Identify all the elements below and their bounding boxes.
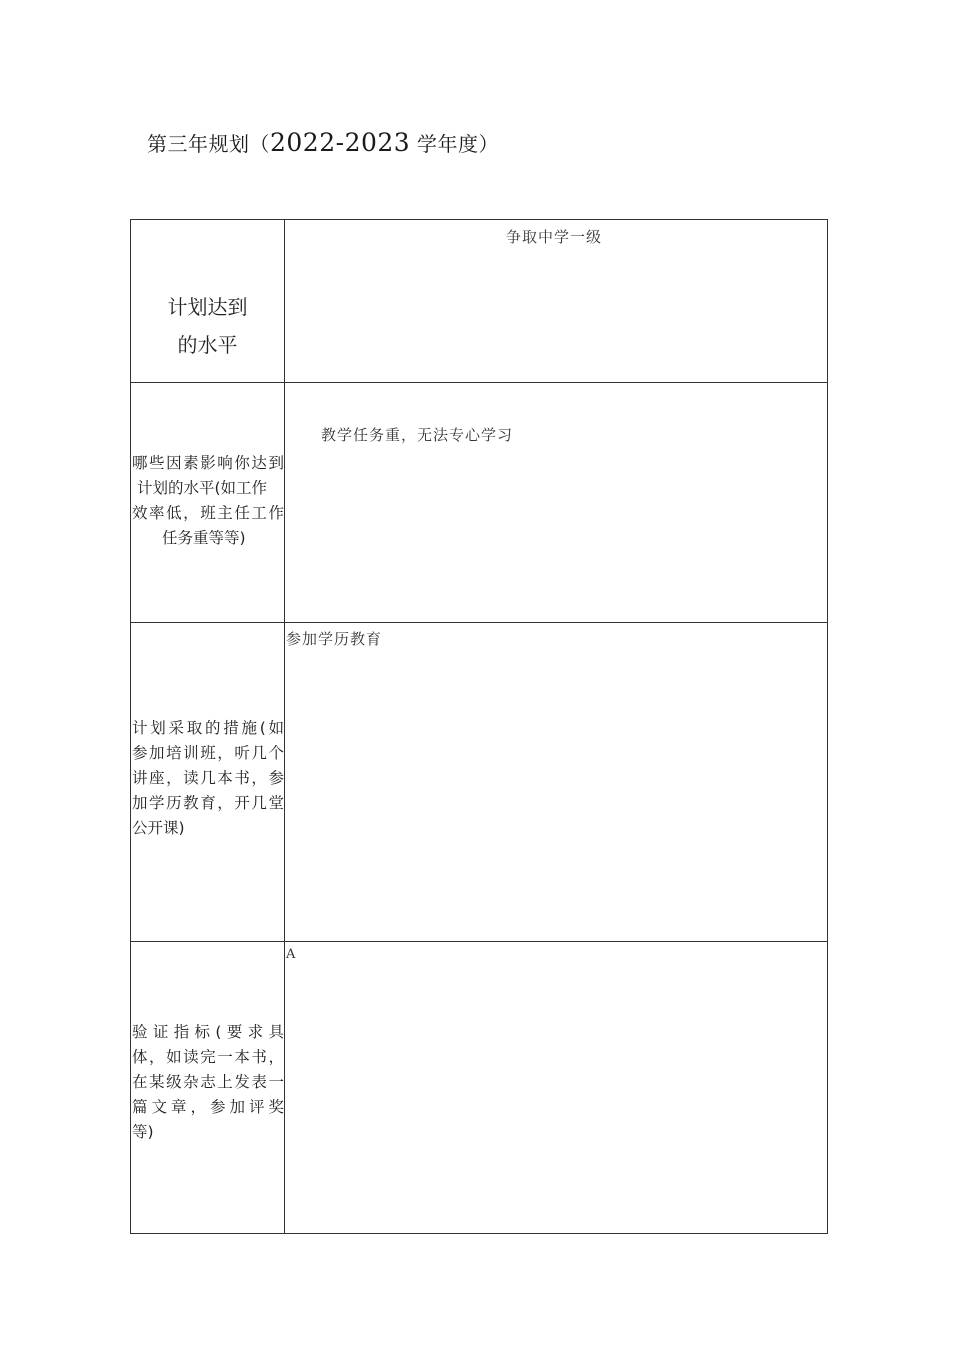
page-title: [147, 128, 499, 157]
row-content: 参加学历教育: [286, 630, 383, 648]
content-cell-influencing-factors[interactable]: [285, 383, 828, 623]
row-label: [132, 716, 284, 841]
label-line: 参加培训班，听几个: [132, 744, 284, 762]
label-cell-target-level: [131, 220, 285, 383]
row-label: [131, 288, 284, 364]
content-cell-measures[interactable]: [285, 623, 828, 942]
row-label: [132, 451, 284, 551]
row-label: [132, 1020, 284, 1145]
table-row: [131, 220, 828, 383]
label-line: 加学历教育，开几堂: [132, 794, 284, 812]
label-cell-measures: [131, 623, 285, 942]
row-content: 教学任务重，无法专心学习: [321, 426, 514, 444]
label-cell-influencing-factors: [131, 383, 285, 623]
label-line: 计划达到: [167, 295, 248, 319]
label-line: 在某级杂志上发表一: [132, 1073, 284, 1091]
content-cell-verification[interactable]: [285, 942, 828, 1234]
label-line: 讲座，读几本书，参: [132, 769, 284, 787]
table-row: [131, 623, 828, 942]
title-suffix: 学年度）: [410, 132, 500, 156]
content-cell-target-level[interactable]: [285, 220, 828, 383]
label-line: 哪些因素影响你达到: [132, 454, 284, 472]
label-line: 的水平: [177, 333, 238, 357]
label-line: 任务重等等): [162, 529, 246, 547]
label-line: 公开课): [132, 819, 185, 837]
title-years: 2022-2023: [270, 128, 411, 157]
label-line: 体，如读完一本书，: [132, 1048, 284, 1066]
row-content: A: [286, 947, 297, 962]
label-cell-verification: [131, 942, 285, 1234]
label-line: 篇文章，参加评奖: [132, 1098, 284, 1116]
plan-table: [130, 219, 828, 1234]
label-line: 验证指标(要求具: [132, 1023, 284, 1041]
table-row: [131, 383, 828, 623]
label-line: 计划的水平(如工作: [137, 479, 268, 497]
table-row: [131, 942, 828, 1234]
label-line: 等): [132, 1123, 154, 1141]
label-line: 计划采取的措施(如: [132, 719, 284, 737]
row-content: 争取中学一级: [506, 228, 603, 246]
label-line: 效率低，班主任工作: [132, 504, 284, 522]
title-prefix: 第三年规划（: [147, 132, 270, 156]
